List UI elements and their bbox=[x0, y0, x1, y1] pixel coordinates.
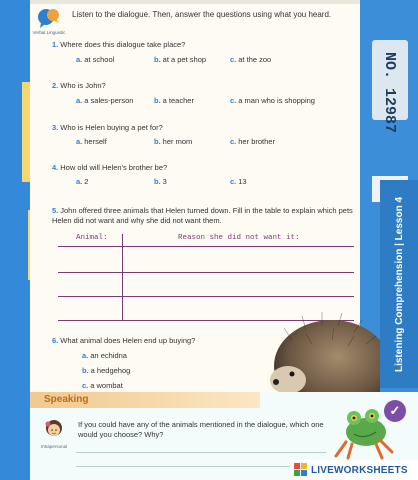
speech-bubbles-icon bbox=[36, 6, 62, 32]
q2-option-c[interactable]: c. a man who is shopping bbox=[230, 96, 315, 105]
question-6: 6. What animal does Helen end up buying? bbox=[52, 336, 196, 345]
question-3: 3. Who is Helen buying a pet for? bbox=[52, 123, 163, 132]
brand-text: LIVEWORKSHEETS bbox=[311, 464, 408, 476]
instructions: Listen to the dialogue. Then, answer the questions using what you heard. bbox=[72, 10, 332, 19]
table-header-line bbox=[58, 246, 354, 247]
q1-option-a[interactable]: a. at school bbox=[76, 55, 115, 64]
girl-avatar-icon bbox=[44, 418, 64, 440]
question-5: 5. John offered three animals that Helen turned down. Fill in the table to explain which pets Helen did not want and why she did not want them. bbox=[52, 206, 353, 225]
question-1: 1. Where does this dialogue take place? bbox=[52, 40, 186, 49]
q3-option-b[interactable]: b. her mom bbox=[154, 137, 193, 146]
avatar-caption: Intrapersonal bbox=[40, 444, 68, 449]
hedgehog-illustration bbox=[262, 310, 380, 394]
table-row-line-1[interactable] bbox=[58, 272, 354, 273]
table-header-reason: Reason she did not want it: bbox=[178, 234, 300, 242]
speaking-answer-line-2[interactable] bbox=[76, 466, 326, 467]
speaking-prompt: If you could have any of the animals mentioned in the dialogue, which one would you choose? Why? bbox=[78, 420, 324, 439]
answer-table bbox=[58, 234, 354, 320]
q4-option-c[interactable]: c. 13 bbox=[230, 177, 247, 186]
lesson-side-label: Listening Comprehension | Lesson 4 bbox=[380, 180, 418, 388]
q6-option-b[interactable]: b. a hedgehog bbox=[82, 366, 131, 375]
q4-option-b[interactable]: b. 3 bbox=[154, 177, 167, 186]
q1-option-b[interactable]: b. at a pet shop bbox=[154, 55, 207, 64]
table-row-line-2[interactable] bbox=[58, 296, 354, 297]
liveworksheets-logo bbox=[290, 460, 418, 480]
check-button[interactable]: ✓ bbox=[384, 400, 406, 422]
q6-option-c[interactable]: c. a wombat bbox=[82, 381, 123, 390]
q2-option-b[interactable]: b. a teacher bbox=[154, 96, 194, 105]
folder-number: NO. 12987 bbox=[380, 51, 398, 133]
q3-option-c[interactable]: c. her brother bbox=[230, 137, 275, 146]
q6-option-a[interactable]: a. an echidna bbox=[82, 351, 127, 360]
q3-option-a[interactable]: a. herself bbox=[76, 137, 107, 146]
q1-option-c[interactable]: c. at the zoo bbox=[230, 55, 272, 64]
speaking-title: Speaking bbox=[44, 394, 89, 405]
question-2: 2. Who is John? bbox=[52, 81, 106, 90]
q4-option-a[interactable]: a. 2 bbox=[76, 177, 89, 186]
q2-option-a[interactable]: a. a sales-person bbox=[76, 96, 134, 105]
paper-edge bbox=[30, 0, 370, 4]
speaking-answer-line-1[interactable] bbox=[76, 452, 326, 453]
cube-logo-icon bbox=[294, 463, 308, 477]
table-header-animal: Animal: bbox=[76, 234, 108, 242]
logo-caption: Verbal Linguistic bbox=[32, 30, 66, 35]
question-4: 4. How old will Helen's brother be? bbox=[52, 163, 168, 172]
